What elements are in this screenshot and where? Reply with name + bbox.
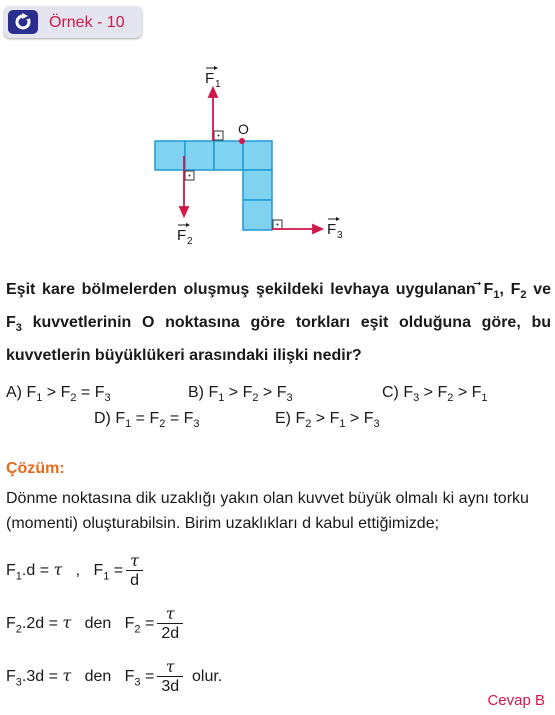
lever-figure xyxy=(0,0,555,250)
equation-1: $F_1.d = \tau$ , $F_1$ = $\frac{\tau}{d}$ xyxy=(6,552,143,590)
solution-title: Çözüm: xyxy=(6,460,65,477)
f1-label xyxy=(205,66,221,90)
svg-text:3: 3 xyxy=(337,230,343,241)
tile-grid xyxy=(155,141,272,230)
svg-text:F: F xyxy=(177,227,187,244)
example-title: Örnek - 10 xyxy=(49,14,125,31)
pivot-label: O xyxy=(238,121,249,137)
svg-text:2: 2 xyxy=(187,236,193,247)
f1-vector: $F_1$ xyxy=(483,281,500,302)
svg-text:F: F xyxy=(327,221,337,238)
equation-2: $F_2.2d = \tau$ den $F_2$ = $\frac{\tau}{2d}$ xyxy=(6,605,183,643)
pivot-point xyxy=(239,138,245,144)
f2-vector: $F_2$ xyxy=(510,281,527,302)
fraction: $\frac{\tau}{2d}$ xyxy=(157,605,183,643)
f2-label xyxy=(177,223,193,247)
svg-text:F: F xyxy=(205,70,215,87)
f3-label xyxy=(327,217,343,241)
option-e[interactable]: E) $F_2 > F_1 > F_3$ xyxy=(275,410,380,431)
option-c[interactable]: C) $F_3 > F_2 > F_1$ xyxy=(382,384,488,405)
fraction: $\frac{\tau}{d}$ xyxy=(126,552,143,590)
option-d[interactable]: D) $F_1 = F_2 = F_3$ xyxy=(94,410,200,431)
fraction: $\frac{\tau}{3d}$ xyxy=(157,658,183,696)
option-a[interactable]: A) $F_1 > F_2 = F_3$ xyxy=(6,384,111,405)
svg-text:1: 1 xyxy=(215,79,221,90)
option-b[interactable]: B) $F_1 > F_2 > F_3$ xyxy=(188,384,293,405)
answer-label: Cevap B xyxy=(487,692,545,709)
solution-text: Dönme noktasına dik uzaklığı yakın olan kuvvet büyük olmalı ki aynı torku (momenti) oluşturabilsin. Birim uzaklıkları d kabul ettiğimizde; xyxy=(6,490,529,532)
equation-3: $F_3.3d = \tau$ den $F_3$ = $\frac{\tau}{3d}$ olur. xyxy=(6,657,223,695)
f3-vector: $F_3$ xyxy=(6,314,22,335)
question-text: Eşit kare bölmelerden oluşmuş şekildeki levhaya uygulanan $F_1$, $F_2$ ve $F_3$ kuvvetlerinin O noktasına göre torkları eşit olduğuna göre, bu kuvvetlerin büyüklükeri arasındaki ilişki nedir? xyxy=(6,281,551,365)
